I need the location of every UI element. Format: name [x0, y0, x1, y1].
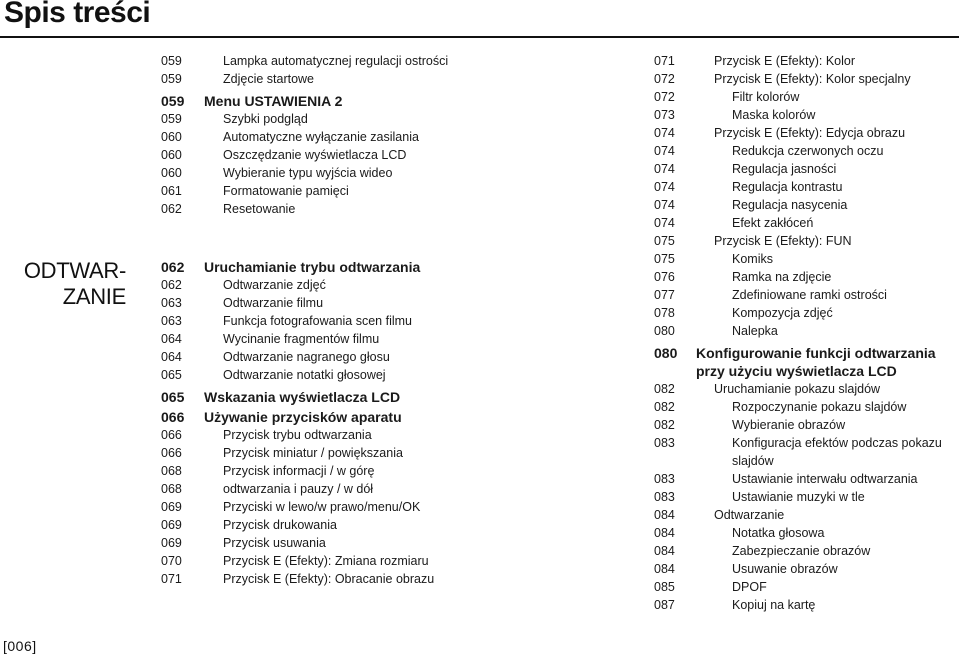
entry-title: Ustawianie muzyki w tle	[732, 490, 865, 504]
toc-entry	[161, 444, 481, 462]
page-title: Spis treści	[4, 0, 151, 29]
page-ref: 074	[654, 216, 675, 230]
entry-title: Maska kolorów	[732, 108, 816, 122]
entry-title: Wybieranie typu wyjścia wideo	[223, 166, 393, 180]
toc-entry	[654, 506, 959, 524]
page-ref: 082	[654, 418, 675, 432]
toc-entry	[654, 416, 959, 434]
toc-entry	[654, 88, 959, 106]
toc-entry	[161, 146, 481, 164]
entry-title: Wybieranie obrazów	[732, 418, 846, 432]
entry-title: Przycisk trybu odtwarzania	[223, 428, 372, 442]
page-ref: 065	[161, 368, 182, 382]
entry-title: Odtwarzanie zdjęć	[223, 278, 326, 292]
toc-entry	[654, 268, 959, 286]
page-ref: 060	[161, 148, 182, 162]
toc-entry	[161, 348, 481, 366]
entry-title: Zabezpieczanie obrazów	[732, 544, 871, 558]
toc-entry	[654, 304, 959, 322]
entry-title: Przycisk informacji / w górę	[223, 464, 375, 478]
page-ref: 068	[161, 464, 182, 478]
page-ref: 059	[161, 112, 182, 126]
entry-title: Przycisk E (Efekty): Edycja obrazu	[714, 126, 906, 140]
entry-title: Nalepka	[732, 324, 778, 338]
page-ref: 059	[161, 72, 182, 86]
page-ref: 062	[161, 202, 182, 216]
entry-title: Ustawianie interwału odtwarzania	[732, 472, 918, 486]
entry-title: Rozpoczynanie pokazu slajdów	[732, 400, 907, 414]
entry-title: Przycisk E (Efekty): Obracanie obrazu	[223, 572, 435, 586]
toc-entry	[161, 516, 481, 534]
toc-entry	[161, 200, 481, 218]
page-ref: 075	[654, 252, 675, 266]
page-ref: 073	[654, 108, 675, 122]
entry-title: Regulacja kontrastu	[732, 180, 843, 194]
toc-entry	[654, 322, 959, 340]
page-ref: 063	[161, 314, 182, 328]
toc-entry	[161, 426, 481, 444]
entry-title: Formatowanie pamięci	[223, 184, 349, 198]
toc-entry	[654, 524, 959, 542]
toc-entry	[161, 462, 481, 480]
entry-title: Funkcja fotografowania scen filmu	[223, 314, 412, 328]
toc-entry	[161, 534, 481, 552]
entry-title: Notatka głosowa	[732, 526, 825, 540]
entry-title: Automatyczne wyłączanie zasilania	[223, 130, 419, 144]
toc-entry	[654, 488, 959, 506]
toc-entry	[161, 330, 481, 348]
page-ref: 069	[161, 536, 182, 550]
page-ref: 071	[654, 54, 675, 68]
entry-title: Uruchamianie trybu odtwarzania	[204, 259, 421, 275]
page-ref: 059	[161, 93, 185, 109]
page-ref: 077	[654, 288, 675, 302]
toc-entry	[654, 124, 959, 142]
entry-title: Odtwarzanie filmu	[223, 296, 324, 310]
entry-title: Odtwarzanie	[714, 508, 785, 522]
entry-title: Uruchamianie pokazu slajdów	[714, 382, 881, 396]
toc-entry	[161, 110, 481, 128]
page-ref: 069	[161, 500, 182, 514]
entry-title: Odtwarzanie nagranego głosu	[223, 350, 390, 364]
page-ref: 080	[654, 324, 675, 338]
entry-title: Wskazania wyświetlacza LCD	[204, 389, 401, 405]
entry-title: Regulacja jasności	[732, 162, 837, 176]
page-ref: 060	[161, 130, 182, 144]
entry-title: Kopiuj na kartę	[732, 598, 816, 612]
section-label-line-2: ZANIE	[62, 284, 126, 309]
entry-title: Ramka na zdjęcie	[732, 270, 832, 284]
entry-title: Konfigurowanie funkcji odtwarzania przy użyciu wyświetlacza LCD	[696, 345, 936, 379]
entry-spacer	[161, 218, 481, 258]
entry-title: Efekt zakłóceń	[732, 216, 814, 230]
page-ref: 082	[654, 382, 675, 396]
toc-left-column	[161, 52, 481, 588]
toc-entry	[654, 196, 959, 214]
page-ref: 074	[654, 198, 675, 212]
toc-entry	[654, 380, 959, 398]
page-ref: 060	[161, 166, 182, 180]
toc-entry	[161, 182, 481, 200]
page-ref: 074	[654, 126, 675, 140]
page-number: [006]	[3, 638, 37, 654]
entry-title: Przycisk E (Efekty): FUN	[714, 234, 852, 248]
entry-title: DPOF	[732, 580, 767, 594]
toc-entry	[161, 366, 481, 384]
page-ref: 074	[654, 180, 675, 194]
toc-entry	[654, 232, 959, 250]
page-ref: 075	[654, 234, 675, 248]
page-ref: 072	[654, 90, 675, 104]
entry-title: odtwarzania i pauzy / w dół	[223, 482, 374, 496]
entry-title: Szybki podgląd	[223, 112, 308, 126]
entry-title: Usuwanie obrazów	[732, 562, 838, 576]
toc-entry	[161, 498, 481, 516]
page-ref: 066	[161, 446, 182, 460]
section-label	[14, 258, 126, 310]
toc-entry	[654, 106, 959, 124]
toc-entry	[654, 286, 959, 304]
entry-title: Zdefiniowane ramki ostrości	[732, 288, 887, 302]
page-ref: 084	[654, 562, 675, 576]
page-ref: 071	[161, 572, 182, 586]
entry-title: Kompozycja zdjęć	[732, 306, 833, 320]
entry-title: Przycisk drukowania	[223, 518, 337, 532]
page-ref: 068	[161, 482, 182, 496]
entry-title: Filtr kolorów	[732, 90, 800, 104]
toc-entry	[161, 164, 481, 182]
toc-entry	[161, 570, 481, 588]
entry-title: Wycinanie fragmentów filmu	[223, 332, 380, 346]
page-ref: 062	[161, 278, 182, 292]
toc-entry	[161, 276, 481, 294]
page-ref: 072	[654, 72, 675, 86]
section-label-line-1: ODTWAR-	[23, 258, 126, 283]
toc-entry	[654, 560, 959, 578]
toc-entry	[161, 312, 481, 330]
entry-title: Przycisk miniatur / powiększania	[223, 446, 403, 460]
entry-title: Konfiguracja efektów podczas pokazu slajdów	[732, 436, 942, 468]
toc-heading	[161, 92, 481, 110]
page-ref: 082	[654, 400, 675, 414]
toc-entry	[161, 52, 481, 70]
entry-title: Przyciski w lewo/w prawo/menu/OK	[223, 500, 421, 514]
toc-entry	[654, 434, 959, 470]
entry-title: Menu USTAWIENIA 2	[204, 93, 343, 109]
page-ref: 065	[161, 389, 185, 405]
entry-title: Lampka automatycznej regulacji ostrości	[223, 54, 449, 68]
page-ref: 061	[161, 184, 182, 198]
toc-right-column	[654, 52, 959, 614]
toc-entry	[161, 552, 481, 570]
page-ref: 074	[654, 162, 675, 176]
toc-entry	[161, 128, 481, 146]
entry-title: Komiks	[732, 252, 773, 266]
entry-title: Przycisk E (Efekty): Kolor specjalny	[714, 72, 911, 86]
toc-entry	[654, 470, 959, 488]
page-ref: 059	[161, 54, 182, 68]
toc-heading	[161, 388, 481, 406]
toc-entry	[654, 52, 959, 70]
page-ref: 087	[654, 598, 675, 612]
toc-entry	[654, 250, 959, 268]
page-ref: 076	[654, 270, 675, 284]
entry-title: Resetowanie	[223, 202, 296, 216]
page-ref: 064	[161, 332, 182, 346]
toc-heading	[654, 344, 959, 380]
toc-entry	[654, 178, 959, 196]
entry-title: Zdjęcie startowe	[223, 72, 315, 86]
toc-heading	[161, 408, 481, 426]
page-ref: 083	[654, 436, 675, 450]
entry-title: Oszczędzanie wyświetlacza LCD	[223, 148, 407, 162]
toc-entry	[654, 596, 959, 614]
toc-entry	[161, 294, 481, 312]
toc-entry	[654, 542, 959, 560]
page-ref: 074	[654, 144, 675, 158]
page-ref: 084	[654, 508, 675, 522]
page-ref: 066	[161, 409, 185, 425]
toc-entry	[654, 160, 959, 178]
toc-entry	[654, 214, 959, 232]
page-ref: 069	[161, 518, 182, 532]
toc-entry	[654, 142, 959, 160]
toc-entry	[161, 70, 481, 88]
toc-entry	[654, 70, 959, 88]
page-ref: 083	[654, 472, 675, 486]
page-ref: 063	[161, 296, 182, 310]
page-ref: 070	[161, 554, 182, 568]
page-ref: 084	[654, 544, 675, 558]
entry-title: Przycisk E (Efekty): Zmiana rozmiaru	[223, 554, 429, 568]
toc-entry	[654, 578, 959, 596]
title-divider	[0, 36, 959, 38]
page-ref: 085	[654, 580, 675, 594]
toc-entry	[654, 398, 959, 416]
entry-title: Regulacja nasycenia	[732, 198, 848, 212]
page-ref: 066	[161, 428, 182, 442]
page-ref: 084	[654, 526, 675, 540]
entry-title: Przycisk E (Efekty): Kolor	[714, 54, 855, 68]
page-ref: 078	[654, 306, 675, 320]
entry-title: Redukcja czerwonych oczu	[732, 144, 884, 158]
entry-title: Przycisk usuwania	[223, 536, 326, 550]
toc-heading	[161, 258, 481, 276]
entry-title: Odtwarzanie notatki głosowej	[223, 368, 386, 382]
toc-entry	[161, 480, 481, 498]
page-ref: 083	[654, 490, 675, 504]
page-ref: 080	[654, 345, 678, 361]
page-ref: 064	[161, 350, 182, 364]
entry-title: Używanie przycisków aparatu	[204, 409, 402, 425]
page-ref: 062	[161, 259, 185, 275]
